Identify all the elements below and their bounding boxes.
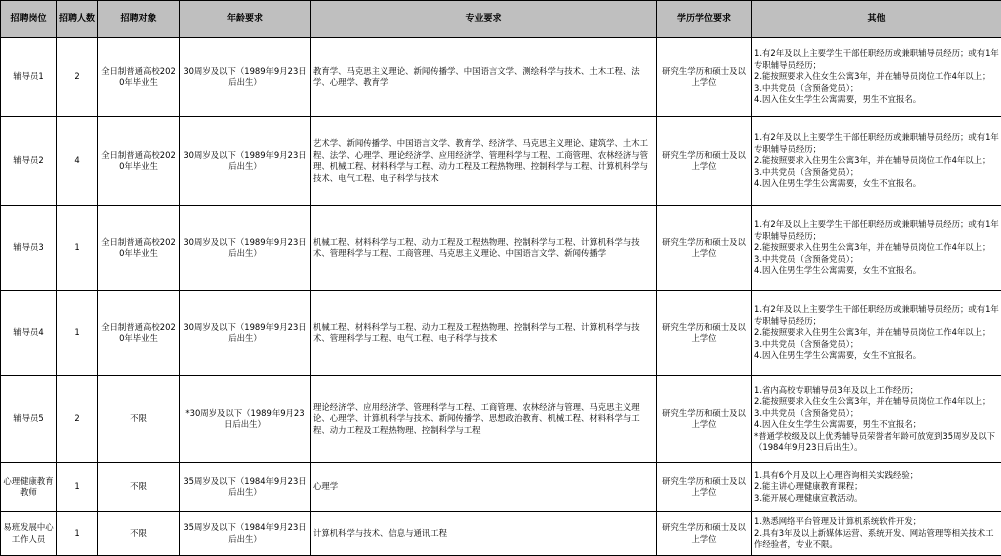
other-line: *普通学校级及以上优秀辅导员荣誉者年龄可放宽到35周岁及以下（1984年9月23日后出生）。 <box>754 431 999 454</box>
other-line: 2.具有3年及以上新媒体运营、系统开发、网站管理等相关技术工作经验者，专业不限。 <box>754 528 999 551</box>
other-line: 1.熟悉网络平台管理及计算机系统软件开发； <box>754 516 999 528</box>
position-cell: 辅导员4 <box>1 291 57 376</box>
target-cell: 不限 <box>98 463 180 512</box>
table-row <box>1 291 1001 376</box>
table-row <box>1 206 1001 291</box>
other-line: 1.有2年及以上主要学生干部任职经历或兼职辅导员经历；或有1年专职辅导员经历； <box>754 48 999 71</box>
other-line: 3.能开展心理健康宣教活动。 <box>754 493 999 505</box>
other-line: 1.有2年及以上主要学生干部任职经历或兼职辅导员经历；或有1年专职辅导员经历； <box>754 304 999 327</box>
other-cell <box>752 463 1001 512</box>
position-cell: 辅导员1 <box>1 38 57 117</box>
other-line: 3.中共党员（含预备党员）； <box>754 254 999 266</box>
other-line: 3.中共党员（含预备党员）； <box>754 408 999 420</box>
target-cell: 不限 <box>98 376 180 463</box>
major-cell: 理论经济学、应用经济学、管理科学与工程、工商管理、农林经济与管理、马克思主义理论、心理学、计算机科学与技术、新闻传播学、思想政治教育、机械工程、材料科学与工程、动力工程及工程热物理、控制科学与工程 <box>311 376 657 463</box>
position-cell: 辅导员5 <box>1 376 57 463</box>
age-cell: 30周岁及以下（1989年9月23日后出生） <box>180 38 311 117</box>
other-line: 2.能按照要求入住女生公寓3年，并在辅导员岗位工作4年以上； <box>754 396 999 408</box>
other-line: 1.省内高校专职辅导员3年及以上工作经历； <box>754 385 999 397</box>
header-count: 招聘人数 <box>57 1 98 38</box>
other-line: 2.能按照要求入住男生公寓3年，并在辅导员岗位工作4年以上； <box>754 155 999 167</box>
major-cell: 计算机科学与技术、信息与通讯工程 <box>311 512 657 556</box>
target-cell: 不限 <box>98 512 180 556</box>
header-age: 年龄要求 <box>180 1 311 38</box>
count-cell: 1 <box>57 512 98 556</box>
degree-cell: 研究生学历和硕士及以上学位 <box>657 206 752 291</box>
table-row <box>1 117 1001 206</box>
count-cell: 2 <box>57 376 98 463</box>
position-cell: 心理健康教育教师 <box>1 463 57 512</box>
other-cell <box>752 38 1001 117</box>
age-cell: 35周岁及以下（1984年9月23日后出生） <box>180 512 311 556</box>
degree-cell: 研究生学历和硕士及以上学位 <box>657 463 752 512</box>
header-row <box>1 1 1001 38</box>
position-cell: 易班发展中心工作人员 <box>1 512 57 556</box>
table-row <box>1 463 1001 512</box>
table-row <box>1 376 1001 463</box>
other-line: 2.能按照要求入住男生公寓3年，并在辅导员岗位工作4年以上； <box>754 327 999 339</box>
other-line: 4.因入住女生学生公寓需要，男生不宜报名； <box>754 419 999 431</box>
header-other: 其他 <box>752 1 1001 38</box>
header-major: 专业要求 <box>311 1 657 38</box>
header-target: 招聘对象 <box>98 1 180 38</box>
other-line: 1.有2年及以上主要学生干部任职经历或兼职辅导员经历；或有1年专职辅导员经历； <box>754 219 999 242</box>
count-cell: 1 <box>57 206 98 291</box>
other-line: 2.能按照要求入住男生公寓3年，并在辅导员岗位工作4年以上； <box>754 242 999 254</box>
count-cell: 2 <box>57 38 98 117</box>
degree-cell: 研究生学历和硕士及以上学位 <box>657 512 752 556</box>
major-cell: 艺术学、新闻传播学、中国语言文学、教育学、经济学、马克思主义理论、建筑学、土木工程、法学、心理学、理论经济学、应用经济学、管理科学与工程、工商管理、农林经济与管理、机械工程、材料科学与工程、动力工程及工程热物理、控制科学与工程、计算机科学与技术、电气工程、电子科学与技术 <box>311 117 657 206</box>
other-line: 3.中共党员（含预备党员）； <box>754 83 999 95</box>
age-cell: 35周岁及以下（1984年9月23日后出生） <box>180 463 311 512</box>
other-line: 4.因入住男生学生公寓需要，女生不宜报名。 <box>754 178 999 190</box>
table-row <box>1 512 1001 556</box>
count-cell: 4 <box>57 117 98 206</box>
other-cell <box>752 376 1001 463</box>
other-cell <box>752 206 1001 291</box>
target-cell: 全日制普通高校2020年毕业生 <box>98 206 180 291</box>
other-line: 1.有2年及以上主要学生干部任职经历或兼职辅导员经历；或有1年专职辅导员经历； <box>754 132 999 155</box>
major-cell: 心理学 <box>311 463 657 512</box>
other-line: 4.因入住男生学生公寓需要，女生不宜报名。 <box>754 265 999 277</box>
major-cell: 机械工程、材料科学与工程、动力工程及工程热物理、控制科学与工程、计算机科学与技术、管理科学与工程、电气工程、电子科学与技术 <box>311 291 657 376</box>
other-cell <box>752 512 1001 556</box>
age-cell: 30周岁及以下（1989年9月23日后出生） <box>180 117 311 206</box>
other-line: 4.因入住女生学生公寓需要，男生不宜报名。 <box>754 94 999 106</box>
degree-cell: 研究生学历和硕士及以上学位 <box>657 376 752 463</box>
header-degree: 学历学位要求 <box>657 1 752 38</box>
count-cell: 1 <box>57 291 98 376</box>
other-line: 2.能按照要求入住女生公寓3年，并在辅导员岗位工作4年以上； <box>754 71 999 83</box>
header-position: 招聘岗位 <box>1 1 57 38</box>
degree-cell: 研究生学历和硕士及以上学位 <box>657 291 752 376</box>
age-cell: 30周岁及以下（1989年9月23日后出生） <box>180 206 311 291</box>
target-cell: 全日制普通高校2020年毕业生 <box>98 38 180 117</box>
major-cell: 教育学、马克思主义理论、新闻传播学、中国语言文学、测绘科学与技术、土木工程、法学、心理学、教育学 <box>311 38 657 117</box>
count-cell: 1 <box>57 463 98 512</box>
target-cell: 全日制普通高校2020年毕业生 <box>98 291 180 376</box>
other-line: 3.中共党员（含预备党员）； <box>754 167 999 179</box>
age-cell: 30周岁及以下（1989年9月23日后出生） <box>180 291 311 376</box>
position-cell: 辅导员2 <box>1 117 57 206</box>
other-line: 1.具有6个月及以上心理咨询相关实践经验； <box>754 470 999 482</box>
age-cell: *30周岁及以下（1989年9月23日后出生） <box>180 376 311 463</box>
other-cell <box>752 291 1001 376</box>
position-cell: 辅导员3 <box>1 206 57 291</box>
degree-cell: 研究生学历和硕士及以上学位 <box>657 38 752 117</box>
degree-cell: 研究生学历和硕士及以上学位 <box>657 117 752 206</box>
table-row <box>1 38 1001 117</box>
other-line: 4.因入住男生学生公寓需要，女生不宜报名。 <box>754 350 999 362</box>
target-cell: 全日制普通高校2020年毕业生 <box>98 117 180 206</box>
other-cell <box>752 117 1001 206</box>
other-line: 2.能主讲心理健康教育课程； <box>754 481 999 493</box>
major-cell: 机械工程、材料科学与工程、动力工程及工程热物理、控制科学与工程、计算机科学与技术、管理科学与工程、工商管理、马克思主义理论、中国语言文学、新闻传播学 <box>311 206 657 291</box>
other-line: 3.中共党员（含预备党员）； <box>754 339 999 351</box>
